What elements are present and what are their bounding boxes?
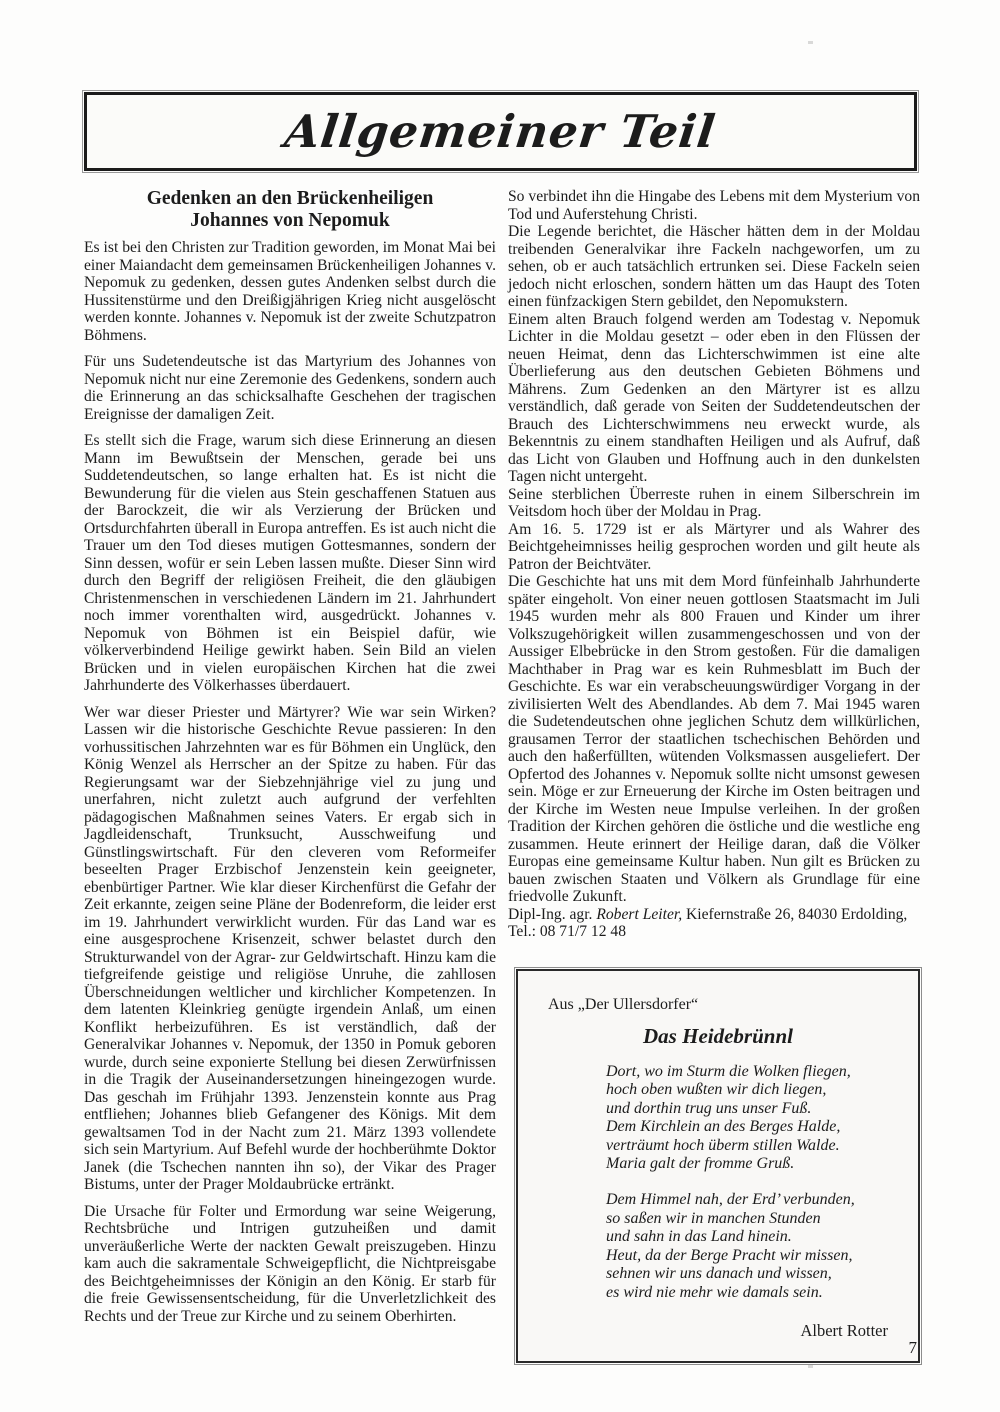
poem-line: Dem Himmel nah, der Erd’ verbunden, bbox=[606, 1191, 855, 1209]
poem-title: Das Heidebrünnl bbox=[643, 1024, 793, 1048]
poem-line: und dorthin trug uns unser Fuß. bbox=[606, 1099, 812, 1117]
poem-line: und sahn in das Land hinein. bbox=[606, 1228, 792, 1246]
poem-stanza-1 bbox=[606, 1063, 888, 1175]
page-number: 7 bbox=[908, 1338, 917, 1357]
article-columns bbox=[84, 188, 920, 1363]
scan-artifact-bottom bbox=[808, 1365, 813, 1368]
right-paragraph-3: Einem alten Brauch folgend werden am Todestag v. Nepomuk Lichter in die Moldau gesetzt – oder eben in den Flüssen der neuen Heimat, denn das Lichterschwimmen ist eine alte Überlieferung aus den deutschen Gebieten Böhmens und Mährens. Zum Gedenken an den Märtyrer ist es allzu verständlich, daß gerade von Seiten der Suddetendeutschen der Brauch des Lichterschwimmens neu erweckt wurde, als Bekenntnis zu einem standhaften Heiligen und als Aufruf, daß das Licht von Glauben und Hoffnung auch in den dunkelsten Tagen nicht untergeht. bbox=[508, 310, 920, 485]
left-paragraph-2: Für uns Sudetendeutsche ist das Martyrium des Johannes von Nepomuk nicht nur eine Zeremonie des Gedenkens, sondern auch die Erinnerung an das schicksalhafte Geschehen der tragischen Ereignisse der damaligen Zeit. bbox=[84, 353, 496, 423]
signature-name: Robert Leiter, bbox=[596, 905, 683, 923]
poem-author: Albert Rotter bbox=[800, 1320, 888, 1340]
left-paragraph-5: Die Ursache für Folter und Ermordung war seine Weigerung, Rechtsbrüche und Intrigen gutzuheißen und damit unveräußerliche Werte der nackten Gewalt preiszugeben. Hinzu kam auch die sakramentale Schweigepflicht, die Nichtpreisgabe des Beichtgeheimnisses der Königin an den König. Er starb für die freie Gewissensentscheidung, für die Unverletzlichkeit des Rechts und der Treue zur Kirche und zu seinem Oberhirten. bbox=[84, 1202, 496, 1325]
right-paragraph-5: Am 16. 5. 1729 ist er als Märtyrer und als Wahrer des Beichtgeheimnisses heilig gesprochen worden und gilt heute als Patron der Beichtväter. bbox=[508, 520, 920, 573]
scan-artifact-top bbox=[808, 41, 813, 44]
poem-line: hoch oben wußten wir dich liegen, bbox=[606, 1081, 827, 1099]
section-header-box bbox=[84, 92, 917, 171]
poem-line: sehnen wir uns danach und wissen, bbox=[606, 1265, 832, 1283]
article-heading-line-1: Gedenken an den Brückenheiligen bbox=[146, 188, 434, 209]
poem-line: verträumt hoch überm stillen Walde. bbox=[606, 1136, 840, 1154]
left-column bbox=[84, 188, 496, 1363]
right-paragraph-6: Die Geschichte hat uns mit dem Mord fünfeinhalb Jahrhunderte später eingeholt. Von einer neuen gottlosen Staatsmacht im Juli 1945 wurden mehr als 800 Frauen und Kinder um ihrer Volkszugehörigkeit willen zusammengeschossen und von der Aussiger Elbebrücke in den Strom gestoßen. Für die damaligen Machthaber in Prag war es kein Ruhmesblatt im Buch der Geschichte. Es war ein verabscheuungswürdiger Vorgang in der zivilisierten Welt des Abendlandes. Ab dem 7. Mai 1945 waren die Sudetendeutschen ohne jeglichen Schutz dem willkürlichen, grausamen Terror der staatlichen tschechischen Behörden und auch den haßerfüllten, wütenden Volksmassen ausgeliefert. Der Opfertod des Johannes v. Nepomuk sollte nicht umsonst gewesen sein. Möge er zur Erneuerung der Kirche im Osten beitragen und der Kirche im Westen neue Impulse verleihen. In der großen Tradition der Kirchen gehören die östliche und die westliche eng zusammen. Heute erinnert der Heilige daran, daß die Völker Europas eine gemeinsame Kultur haben. Nun gilt es Brücken zu bauen zwischen Staaten und Völkern als Grundlage für eine friedvolle Zukunft. bbox=[508, 573, 920, 905]
right-column bbox=[508, 188, 920, 1363]
poem-line: Maria galt der fromme Gruß. bbox=[606, 1155, 795, 1173]
signature-rest: Kiefernstraße 26, 84030 Erdolding, Tel.: 08 71/7 12 48 bbox=[508, 905, 908, 940]
author-signature bbox=[508, 906, 920, 941]
section-header-title: Allgemeiner Teil bbox=[282, 105, 719, 158]
article-heading-line-2: Johannes von Nepomuk bbox=[190, 210, 390, 231]
poem-line: Dort, wo im Sturm die Wolken fliegen, bbox=[606, 1062, 851, 1080]
poem-line: es wird nie mehr wie damals sein. bbox=[606, 1284, 823, 1302]
poem-box bbox=[516, 969, 920, 1364]
signature-prefix: Dipl-Ing. agr. bbox=[508, 905, 597, 923]
poem-line: Heut, da der Berge Pracht wir missen, bbox=[606, 1246, 853, 1264]
left-paragraph-1: Es ist bei den Christen zur Tradition geworden, im Monat Mai bei einer Maiandacht dem gemeinsamen Brückenheiligen Johannes v. Nepomuk zu gedenken, dessen gutes Andenken selbst durch die Hussitenstürme und den Dreißigjährigen Krieg nicht ausgelöscht werden konnte. Johannes v. Nepomuk ist der zweite Schutzpatron Böhmens. bbox=[84, 239, 496, 344]
article-heading bbox=[84, 188, 496, 232]
right-paragraph-2: Die Legende berichtet, die Häscher hätten dem in der Moldau treibenden Generalvikar ihre Fackeln nachgeworfen, um zu sehen, ob er auch tatsächlich ertrunken sei. Diese Fackeln seien jedoch nicht erloschen, sondern hätten um das Haupt des Toten einen fünfzackigen Stern gebildet, den Nepomukstern. bbox=[508, 223, 920, 310]
right-paragraph-1: So verbindet ihn die Hingabe des Lebens mit dem Mysterium von Tod und Auferstehung Christi. bbox=[508, 188, 920, 223]
poem-line: Dem Kirchlein an des Berges Halde, bbox=[606, 1118, 841, 1136]
poem-line: so saßen wir in manchen Stunden bbox=[606, 1209, 821, 1227]
right-paragraph-4: Seine sterblichen Überreste ruhen in einem Silberschrein im Veitsdom hoch über der Moldau in Prag. bbox=[508, 485, 920, 520]
poem-stanza-2 bbox=[606, 1191, 888, 1303]
left-paragraph-4: Wer war dieser Priester und Märtyrer? Wie war sein Wirken? Lassen wir die historische Geschichte Revue passieren: In den vorhussitischen Jahrzehnten war es für Böhmen ein Unglück, den König Wenzel als Herrscher an der Spitze zu haben. Für das Regierungsamt war der Siebzehnjährige viel zu jung und unerfahren, nicht zuletzt auch aufgrund der verfehlten pädagogischen Maßnahmen seines Vaters. Er ergab sich in Jagdleidenschaft, Trunksucht, Ausschweifung und Günstlingswirtschaft. Für den cleveren vom Reformeifer beseelten Prager Erzbischof Jenzenstein kein geeigneter, ebenbürtiger Partner. Wie klar dieser Kirchenfürst die Gefahr der Zeit erkannte, zeigen seine Pläne der Bodenreform, die leider erst im 19. Jahrhundert verwirklicht wurden. Für das Land war es eine ausgesprochene Krisenzeit, schwer belastet durch den Strukturwandel von der Agrar- zur Geldwirtschaft. Hinzu kam die tiefgreifende geistige und religiöse Unruhe, die zahllosen Überschneidungen weltlicher und kirchlicher Kompetenzen. In dem latenten Kleinkrieg genügte irgendein Anlaß, um einen Konflikt herbeizuführen. Es ist verständlich, daß der Generalvikar Johannes v. Nepomuk, der 1350 in Pomuk geboren wurde, durch seine exponierte Stellung bei diesen Zerwürfnissen in die Tragik der Auseinandersetzungen hineingezogen wurde. Das geschah im Frühjahr 1393. Jenzenstein konnte aus Prag entfliehen; Johannes blieb Gefangener des Königs. Mit dem gewaltsamen Tod in der Nacht zum 21. März 1393 vollendete sich sein Martyrium. Auf Befehl wurde der hochberühmte Doktor Janek (die Tschechen nannten ihn so), der Vikar des Prager Bistums, unter der Prager Moldaubrücke ertränkt. bbox=[84, 703, 496, 1193]
poem-source: Aus „Der Ullersdorfer“ bbox=[548, 995, 699, 1013]
left-paragraph-3: Es stellt sich die Frage, warum sich diese Erinnerung an diesen Mann im Bewußtsein der Menschen, gerade bei uns Suddetendeutschen, so lange erhalten hat. Es ist nicht die Bewunderung für die vielen aus Stein geschaffenen Statuen aus der Barockzeit, die wir als Verzierung der Brücken und Ortsdurchfahrten überall in Europa antreffen. Es ist auch nicht die Trauer um den Tod dieses mutigen Gottesmannes, sondern der Sinn dessen, wofür er sein Leben lassen mußte. Dieser Sinn wird durch den Begriff der religiösen Freiheit, die den gläubigen Christenmenschen in verschiedenen Ländern im 21. Jahrhundert noch immer vorenthalten wird, ausgedrückt. Johannes v. Nepomuk von Böhmen ist ein Beispiel dafür, wie völkerverbindend Heilige gewirkt haben. Sein Bild an vielen Brücken und in vielen europäischen Kirchen hat die zwei Jahrhunderte des Völkerhasses überdauert. bbox=[84, 432, 496, 694]
